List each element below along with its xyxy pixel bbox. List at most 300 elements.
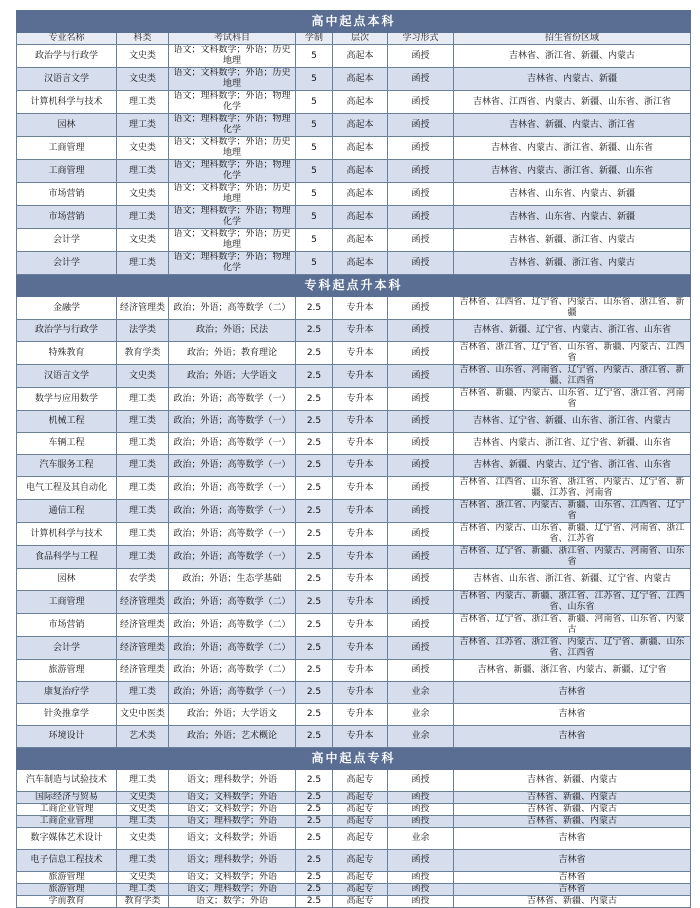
category-cell: 经济管理类 (117, 637, 169, 660)
mode-cell: 函授 (388, 896, 454, 908)
regions-cell: 吉林省 (454, 726, 691, 748)
duration-cell: 2.5 (296, 660, 333, 682)
level-cell: 专升本 (333, 682, 388, 704)
major-cell: 汽车服务工程 (17, 455, 117, 477)
subjects-cell: 语文；理科数学；外语；物理化学 (169, 252, 296, 275)
level-cell: 高起本 (333, 114, 388, 137)
table-row (17, 455, 691, 477)
subjects-cell: 政治；外语；高等数学（一） (169, 546, 296, 569)
major-cell: 会计学 (17, 637, 117, 660)
level-cell: 高起本 (333, 91, 388, 114)
regions-cell: 吉林省 (454, 704, 691, 726)
category-cell: 理工类 (117, 546, 169, 569)
level-cell: 专升本 (333, 320, 388, 342)
table-row (17, 569, 691, 591)
column-header-major: 专业名称 (17, 33, 117, 45)
mode-cell: 函授 (388, 455, 454, 477)
table-row (17, 477, 691, 500)
mode-cell: 函授 (388, 137, 454, 160)
mode-cell: 函授 (388, 500, 454, 523)
category-cell: 理工类 (117, 816, 169, 828)
duration-cell: 2.5 (296, 546, 333, 569)
subjects-cell: 政治；外语；高等数学（一） (169, 477, 296, 500)
subjects-cell: 政治；外语；高等数学（二） (169, 637, 296, 660)
category-cell: 文史类 (117, 792, 169, 804)
major-cell: 工商企业管理 (17, 804, 117, 816)
category-cell: 经济管理类 (117, 614, 169, 637)
subjects-cell: 语文；文科数学；外语 (169, 792, 296, 804)
level-cell: 高起本 (333, 252, 388, 275)
mode-cell: 函授 (388, 569, 454, 591)
level-cell: 高起本 (333, 206, 388, 229)
level-cell: 专升本 (333, 297, 388, 320)
category-cell: 理工类 (117, 884, 169, 896)
regions-cell: 吉林省 (454, 828, 691, 850)
table-row (17, 411, 691, 433)
major-cell: 工商管理 (17, 137, 117, 160)
regions-cell: 吉林省、内蒙古、新疆 (454, 68, 691, 91)
table-row (17, 137, 691, 160)
category-cell: 经济管理类 (117, 297, 169, 320)
subjects-cell: 政治；外语；高等数学（一） (169, 682, 296, 704)
major-cell: 市场营销 (17, 614, 117, 637)
duration-cell: 2.5 (296, 770, 333, 792)
subjects-cell: 语文；理科数学；外语；物理化学 (169, 114, 296, 137)
major-cell: 机械工程 (17, 411, 117, 433)
mode-cell: 函授 (388, 872, 454, 884)
level-cell: 高起专 (333, 816, 388, 828)
major-cell: 政治学与行政学 (17, 320, 117, 342)
major-cell: 通信工程 (17, 500, 117, 523)
duration-cell: 2.5 (296, 320, 333, 342)
duration-cell: 5 (296, 183, 333, 206)
table-row (17, 91, 691, 114)
duration-cell: 5 (296, 252, 333, 275)
category-cell: 理工类 (117, 433, 169, 455)
table-row (17, 252, 691, 275)
subjects-cell: 语文；理科数学；外语 (169, 850, 296, 872)
duration-cell: 2.5 (296, 342, 333, 365)
mode-cell: 函授 (388, 229, 454, 252)
table-row (17, 114, 691, 137)
category-cell: 理工类 (117, 160, 169, 183)
table-row (17, 660, 691, 682)
duration-cell: 2.5 (296, 433, 333, 455)
subjects-cell: 语文；文科数学；外语；历史地理 (169, 45, 296, 68)
level-cell: 专升本 (333, 500, 388, 523)
major-cell: 国际经济与贸易 (17, 792, 117, 804)
major-cell: 数字媒体艺术设计 (17, 828, 117, 850)
mode-cell: 函授 (388, 160, 454, 183)
level-cell: 高起专 (333, 792, 388, 804)
table-row (17, 884, 691, 896)
duration-cell: 2.5 (296, 365, 333, 388)
mode-cell: 函授 (388, 45, 454, 68)
category-cell: 文史类 (117, 183, 169, 206)
major-cell: 旅游管理 (17, 660, 117, 682)
table-row (17, 183, 691, 206)
section-college-upgrade-bachelor-title: 专科起点升本科 (17, 275, 691, 297)
category-cell: 理工类 (117, 252, 169, 275)
level-cell: 专升本 (333, 614, 388, 637)
major-cell: 工商企业管理 (17, 816, 117, 828)
category-cell: 理工类 (117, 500, 169, 523)
mode-cell: 函授 (388, 637, 454, 660)
regions-cell: 吉林省、辽宁省、新疆、山东省、浙江省、内蒙古 (454, 411, 691, 433)
column-header-subjects: 考试科目 (169, 33, 296, 45)
major-cell: 工商管理 (17, 160, 117, 183)
subjects-cell: 政治；外语；高等数学（一） (169, 388, 296, 411)
level-cell: 专升本 (333, 433, 388, 455)
section-high-school-associate-title-row (17, 748, 691, 770)
table-row (17, 682, 691, 704)
table-row (17, 546, 691, 569)
subjects-cell: 语文；文科数学；外语 (169, 872, 296, 884)
duration-cell: 2.5 (296, 455, 333, 477)
level-cell: 高起专 (333, 804, 388, 816)
level-cell: 专升本 (333, 569, 388, 591)
section-college-upgrade-bachelor-title-row (17, 275, 691, 297)
level-cell: 专升本 (333, 726, 388, 748)
duration-cell: 2.5 (296, 569, 333, 591)
major-cell: 计算机科学与技术 (17, 91, 117, 114)
table-row (17, 896, 691, 908)
table-row (17, 342, 691, 365)
table-row (17, 614, 691, 637)
mode-cell: 函授 (388, 365, 454, 388)
mode-cell: 函授 (388, 252, 454, 275)
subjects-cell: 政治；外语；高等数学（一） (169, 455, 296, 477)
enrollment-table-container (16, 10, 690, 908)
level-cell: 高起本 (333, 183, 388, 206)
table-row (17, 591, 691, 614)
table-row (17, 523, 691, 546)
mode-cell: 函授 (388, 523, 454, 546)
level-cell: 高起专 (333, 884, 388, 896)
subjects-cell: 语文；数学；外语 (169, 896, 296, 908)
duration-cell: 5 (296, 137, 333, 160)
regions-cell: 吉林省、内蒙古、山东省、新疆、辽宁省、河南省、浙江省、江苏省 (454, 523, 691, 546)
duration-cell: 5 (296, 206, 333, 229)
major-cell: 学前教育 (17, 896, 117, 908)
category-cell: 经济管理类 (117, 591, 169, 614)
major-cell: 针灸推拿学 (17, 704, 117, 726)
table-row (17, 229, 691, 252)
category-cell: 理工类 (117, 388, 169, 411)
section-high-school-bachelor-title: 高中起点本科 (17, 11, 691, 33)
major-cell: 电气工程及其自动化 (17, 477, 117, 500)
regions-cell: 吉林省、浙江省、辽宁省、山东省、新疆、内蒙古、江西省 (454, 342, 691, 365)
major-cell: 市场营销 (17, 183, 117, 206)
major-cell: 康复治疗学 (17, 682, 117, 704)
subjects-cell: 政治；外语；生态学基础 (169, 569, 296, 591)
regions-cell: 吉林省 (454, 872, 691, 884)
category-cell: 法学类 (117, 320, 169, 342)
level-cell: 高起专 (333, 896, 388, 908)
category-cell: 艺术类 (117, 726, 169, 748)
category-cell: 农学类 (117, 569, 169, 591)
subjects-cell: 政治；外语；艺术概论 (169, 726, 296, 748)
mode-cell: 函授 (388, 614, 454, 637)
regions-cell: 吉林省、新疆、内蒙古 (454, 896, 691, 908)
subjects-cell: 政治；外语；高等数学（二） (169, 591, 296, 614)
subjects-cell: 语文；理科数学；外语 (169, 770, 296, 792)
subjects-cell: 语文；理科数学；外语；物理化学 (169, 160, 296, 183)
level-cell: 专升本 (333, 477, 388, 500)
level-cell: 高起专 (333, 850, 388, 872)
table-row (17, 365, 691, 388)
table-row (17, 500, 691, 523)
regions-cell: 吉林省、内蒙古、浙江省、新疆、山东省 (454, 137, 691, 160)
subjects-cell: 政治；外语；大学语文 (169, 704, 296, 726)
mode-cell: 函授 (388, 804, 454, 816)
subjects-cell: 政治；外语；高等数学（二） (169, 660, 296, 682)
duration-cell: 2.5 (296, 297, 333, 320)
subjects-cell: 语文；理科数学；外语；物理化学 (169, 91, 296, 114)
mode-cell: 函授 (388, 884, 454, 896)
regions-cell: 吉林省、内蒙古、浙江省、新疆、山东省 (454, 160, 691, 183)
duration-cell: 5 (296, 91, 333, 114)
subjects-cell: 语文；理科数学；外语；物理化学 (169, 206, 296, 229)
level-cell: 高起本 (333, 45, 388, 68)
category-cell: 理工类 (117, 411, 169, 433)
regions-cell: 吉林省、辽宁省、浙江省、新疆、河南省、山东省、内蒙古 (454, 614, 691, 637)
enrollment-table (16, 10, 691, 908)
level-cell: 高起本 (333, 137, 388, 160)
category-cell: 文史类 (117, 45, 169, 68)
major-cell: 汉语言文学 (17, 68, 117, 91)
mode-cell: 函授 (388, 320, 454, 342)
duration-cell: 5 (296, 229, 333, 252)
subjects-cell: 政治；外语；大学语文 (169, 365, 296, 388)
category-cell: 理工类 (117, 770, 169, 792)
column-header-category: 科类 (117, 33, 169, 45)
table-row (17, 816, 691, 828)
regions-cell: 吉林省、浙江省、新疆、内蒙古 (454, 45, 691, 68)
duration-cell: 5 (296, 160, 333, 183)
level-cell: 专升本 (333, 523, 388, 546)
subjects-cell: 语文；理科数学；外语 (169, 816, 296, 828)
regions-cell: 吉林省、江苏省、浙江省、内蒙古、辽宁省、新疆、山东省、江西省 (454, 637, 691, 660)
category-cell: 理工类 (117, 114, 169, 137)
regions-cell: 吉林省、浙江省、内蒙古、新疆、山东省、江西省、辽宁省 (454, 500, 691, 523)
level-cell: 专升本 (333, 637, 388, 660)
category-cell: 文史类 (117, 365, 169, 388)
mode-cell: 业余 (388, 726, 454, 748)
level-cell: 高起专 (333, 828, 388, 850)
major-cell: 特殊教育 (17, 342, 117, 365)
mode-cell: 业余 (388, 682, 454, 704)
category-cell: 文史类 (117, 229, 169, 252)
mode-cell: 函授 (388, 850, 454, 872)
column-header-level: 层次 (333, 33, 388, 45)
regions-cell: 吉林省、新疆、内蒙古、浙江省 (454, 114, 691, 137)
enrollment-table-body (17, 11, 691, 908)
category-cell: 理工类 (117, 206, 169, 229)
category-cell: 教育学类 (117, 896, 169, 908)
regions-cell: 吉林省、内蒙古、浙江省、辽宁省、新疆、山东省 (454, 433, 691, 455)
major-cell: 汉语言文学 (17, 365, 117, 388)
level-cell: 高起专 (333, 872, 388, 884)
mode-cell: 函授 (388, 770, 454, 792)
regions-cell: 吉林省、内蒙古、新疆、浙江省、江苏省、辽宁省、江西省、山东省 (454, 591, 691, 614)
subjects-cell: 语文；文科数学；外语；历史地理 (169, 229, 296, 252)
table-row (17, 792, 691, 804)
duration-cell: 2.5 (296, 388, 333, 411)
regions-cell: 吉林省、新疆、内蒙古 (454, 816, 691, 828)
duration-cell: 2.5 (296, 682, 333, 704)
regions-cell: 吉林省、新疆、内蒙古 (454, 792, 691, 804)
subjects-cell: 政治；外语；高等数学（一） (169, 500, 296, 523)
subjects-cell: 语文；文科数学；外语 (169, 804, 296, 816)
level-cell: 专升本 (333, 365, 388, 388)
level-cell: 专升本 (333, 455, 388, 477)
table-row (17, 206, 691, 229)
category-cell: 文史类 (117, 137, 169, 160)
column-header-row (17, 33, 691, 45)
subjects-cell: 政治；外语；高等数学（一） (169, 411, 296, 433)
mode-cell: 函授 (388, 206, 454, 229)
column-header-duration: 学制 (296, 33, 333, 45)
mode-cell: 函授 (388, 591, 454, 614)
level-cell: 高起本 (333, 160, 388, 183)
category-cell: 理工类 (117, 523, 169, 546)
category-cell: 文史类 (117, 828, 169, 850)
regions-cell: 吉林省、新疆、浙江省、内蒙古 (454, 252, 691, 275)
mode-cell: 函授 (388, 183, 454, 206)
regions-cell: 吉林省、新疆、内蒙古、山东省、辽宁省、浙江省、河南省 (454, 388, 691, 411)
table-row (17, 704, 691, 726)
duration-cell: 5 (296, 45, 333, 68)
category-cell: 理工类 (117, 91, 169, 114)
regions-cell: 吉林省、江西省、辽宁省、内蒙古、山东省、浙江省、新疆 (454, 297, 691, 320)
duration-cell: 2.5 (296, 816, 333, 828)
table-row (17, 850, 691, 872)
table-row (17, 828, 691, 850)
table-row (17, 433, 691, 455)
subjects-cell: 政治；外语；高等数学（二） (169, 297, 296, 320)
major-cell: 电子信息工程技术 (17, 850, 117, 872)
category-cell: 经济管理类 (117, 660, 169, 682)
regions-cell: 吉林省、江西省、山东省、浙江省、内蒙古、辽宁省、新疆、江苏省、河南省 (454, 477, 691, 500)
table-row (17, 726, 691, 748)
duration-cell: 2.5 (296, 637, 333, 660)
major-cell: 金融学 (17, 297, 117, 320)
duration-cell: 2.5 (296, 850, 333, 872)
duration-cell: 2.5 (296, 477, 333, 500)
regions-cell: 吉林省、江西省、内蒙古、新疆、山东省、浙江省 (454, 91, 691, 114)
subjects-cell: 语文；理科数学；外语 (169, 884, 296, 896)
duration-cell: 2.5 (296, 896, 333, 908)
mode-cell: 函授 (388, 792, 454, 804)
column-header-mode: 学习形式 (388, 33, 454, 45)
major-cell: 会计学 (17, 252, 117, 275)
table-row (17, 297, 691, 320)
column-header-regions: 招生省份区域 (454, 33, 691, 45)
duration-cell: 2.5 (296, 500, 333, 523)
subjects-cell: 政治；外语；民法 (169, 320, 296, 342)
table-row (17, 872, 691, 884)
duration-cell: 2.5 (296, 726, 333, 748)
table-row (17, 388, 691, 411)
major-cell: 政治学与行政学 (17, 45, 117, 68)
mode-cell: 函授 (388, 816, 454, 828)
regions-cell: 吉林省、山东省、浙江省、新疆、辽宁省、内蒙古 (454, 569, 691, 591)
level-cell: 专升本 (333, 660, 388, 682)
table-row (17, 770, 691, 792)
mode-cell: 函授 (388, 297, 454, 320)
major-cell: 车辆工程 (17, 433, 117, 455)
duration-cell: 2.5 (296, 614, 333, 637)
major-cell: 工商管理 (17, 591, 117, 614)
regions-cell: 吉林省 (454, 682, 691, 704)
duration-cell: 2.5 (296, 872, 333, 884)
major-cell: 市场营销 (17, 206, 117, 229)
major-cell: 园林 (17, 569, 117, 591)
duration-cell: 2.5 (296, 704, 333, 726)
regions-cell: 吉林省 (454, 850, 691, 872)
major-cell: 环境设计 (17, 726, 117, 748)
subjects-cell: 政治；外语；高等数学（二） (169, 614, 296, 637)
mode-cell: 函授 (388, 411, 454, 433)
mode-cell: 函授 (388, 660, 454, 682)
regions-cell: 吉林省、新疆、辽宁省、内蒙古、浙江省、山东省 (454, 320, 691, 342)
subjects-cell: 政治；外语；教育理论 (169, 342, 296, 365)
mode-cell: 业余 (388, 704, 454, 726)
subjects-cell: 语文；文科数学；外语；历史地理 (169, 68, 296, 91)
duration-cell: 2.5 (296, 411, 333, 433)
table-row (17, 68, 691, 91)
category-cell: 文史类 (117, 68, 169, 91)
subjects-cell: 语文；文科数学；外语；历史地理 (169, 137, 296, 160)
regions-cell: 吉林省、山东省、内蒙古、新疆 (454, 206, 691, 229)
category-cell: 教育学类 (117, 342, 169, 365)
section-high-school-bachelor-title-row (17, 11, 691, 33)
level-cell: 高起本 (333, 68, 388, 91)
major-cell: 园林 (17, 114, 117, 137)
mode-cell: 函授 (388, 477, 454, 500)
mode-cell: 函授 (388, 91, 454, 114)
mode-cell: 函授 (388, 433, 454, 455)
regions-cell: 吉林省、新疆、浙江省、内蒙古 (454, 229, 691, 252)
mode-cell: 函授 (388, 68, 454, 91)
duration-cell: 5 (296, 68, 333, 91)
duration-cell: 2.5 (296, 828, 333, 850)
table-row (17, 160, 691, 183)
level-cell: 专升本 (333, 546, 388, 569)
category-cell: 文史类 (117, 872, 169, 884)
duration-cell: 2.5 (296, 591, 333, 614)
major-cell: 汽车制造与试验技术 (17, 770, 117, 792)
duration-cell: 2.5 (296, 792, 333, 804)
table-row (17, 320, 691, 342)
level-cell: 专升本 (333, 342, 388, 365)
regions-cell: 吉林省、新疆、浙江省、内蒙古、新疆、辽宁省 (454, 660, 691, 682)
table-row (17, 804, 691, 816)
duration-cell: 2.5 (296, 523, 333, 546)
category-cell: 理工类 (117, 455, 169, 477)
regions-cell: 吉林省、新疆、内蒙古、辽宁省、浙江省、山东省 (454, 455, 691, 477)
regions-cell: 吉林省、新疆、内蒙古 (454, 770, 691, 792)
major-cell: 旅游管理 (17, 884, 117, 896)
table-row (17, 637, 691, 660)
level-cell: 高起本 (333, 229, 388, 252)
level-cell: 专升本 (333, 411, 388, 433)
major-cell: 计算机科学与技术 (17, 523, 117, 546)
mode-cell: 函授 (388, 546, 454, 569)
regions-cell: 吉林省、辽宁省、新疆、浙江省、内蒙古、河南省、山东省 (454, 546, 691, 569)
major-cell: 数学与应用数学 (17, 388, 117, 411)
